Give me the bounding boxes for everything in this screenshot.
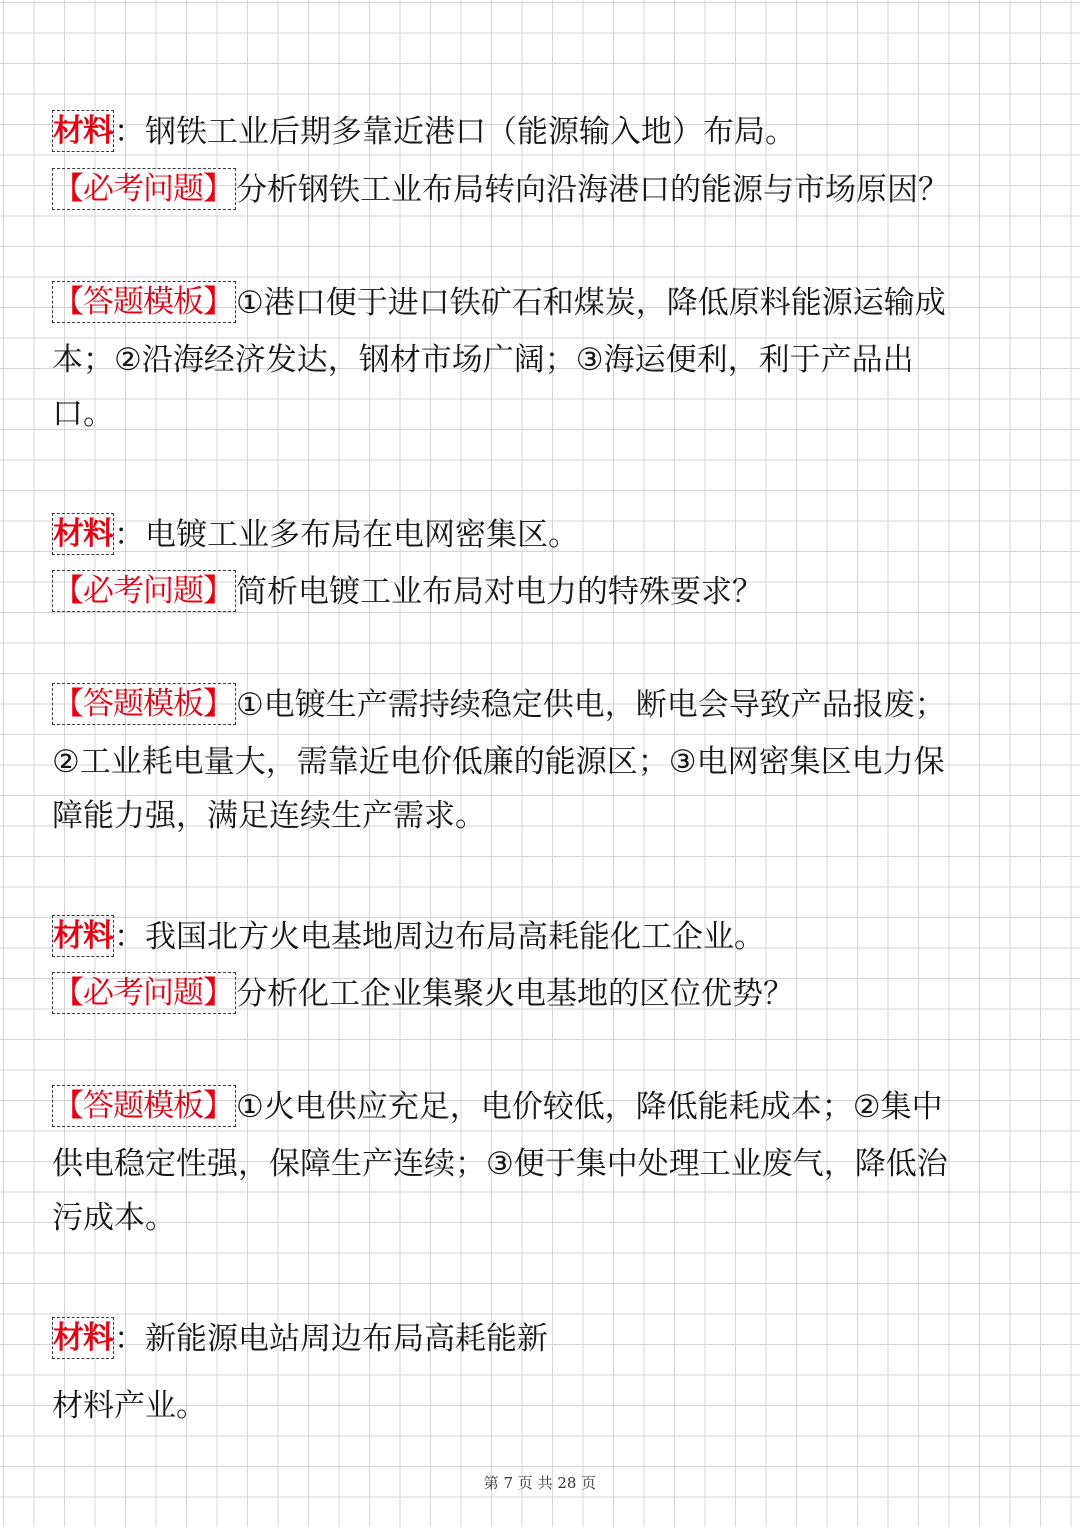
answer-line-1-1 bbox=[52, 281, 946, 325]
answer-text: 污成本。 bbox=[52, 1200, 176, 1236]
material-continuation-4 bbox=[52, 1384, 207, 1428]
answer-label: 【答题模板】 bbox=[52, 281, 236, 323]
material-line-2 bbox=[52, 513, 579, 557]
question-line-1 bbox=[52, 168, 949, 212]
answer-text: ①火电供应充足，电价较低，降低能耗成本；②集中 bbox=[236, 1089, 943, 1125]
answer-text: ①电镀生产需持续稳定供电，断电会导致产品报废； bbox=[236, 687, 946, 723]
answer-line-3-3 bbox=[52, 1196, 176, 1240]
material-label: 材料 bbox=[52, 110, 114, 152]
material-text: ：钢铁工业后期多靠近港口（能源输入地）布局。 bbox=[114, 114, 796, 150]
material-text: ：新能源电站周边布局高耗能新 bbox=[114, 1321, 548, 1357]
answer-line-2-2 bbox=[52, 740, 945, 784]
answer-text: 口。 bbox=[52, 396, 114, 432]
question-label: 【必考问题】 bbox=[52, 972, 236, 1014]
answer-label: 【答题模板】 bbox=[52, 1085, 236, 1127]
answer-line-1-3 bbox=[52, 392, 114, 436]
answer-line-3-1 bbox=[52, 1085, 943, 1129]
answer-text: 供电稳定性强，保障生产连续；③便于集中处理工业废气，降低治 bbox=[52, 1146, 948, 1182]
material-text: ：电镀工业多布局在电网密集区。 bbox=[114, 517, 579, 553]
answer-text: 障能力强，满足连续生产需求。 bbox=[52, 798, 486, 834]
material-label: 材料 bbox=[52, 513, 114, 555]
material-line-4 bbox=[52, 1317, 548, 1361]
answer-text: ①港口便于进口铁矿石和煤炭，降低原料能源运输成 bbox=[236, 285, 946, 321]
answer-text: 本；②沿海经济发达，钢材市场广阔；③海运便利，利于产品出 bbox=[52, 342, 914, 378]
answer-label: 【答题模板】 bbox=[52, 683, 236, 725]
question-line-2 bbox=[52, 570, 763, 614]
question-label: 【必考问题】 bbox=[52, 570, 236, 612]
material-label: 材料 bbox=[52, 1317, 114, 1359]
question-text: 分析化工企业集聚火电基地的区位优势？ bbox=[236, 976, 794, 1012]
material-text: ：我国北方火电基地周边布局高耗能化工企业。 bbox=[114, 919, 765, 955]
answer-line-1-2 bbox=[52, 338, 914, 382]
material-text: 材料产业。 bbox=[52, 1388, 207, 1424]
answer-line-2-3 bbox=[52, 794, 486, 838]
question-text: 简析电镀工业布局对电力的特殊要求？ bbox=[236, 574, 763, 610]
answer-text: ②工业耗电量大，需靠近电价低廉的能源区；③电网密集区电力保 bbox=[52, 744, 945, 780]
answer-line-3-2 bbox=[52, 1142, 948, 1186]
material-line-3 bbox=[52, 915, 765, 959]
material-label: 材料 bbox=[52, 915, 114, 957]
question-text: 分析钢铁工业布局转向沿海港口的能源与市场原因？ bbox=[236, 172, 949, 208]
page-number-footer: 第 7 页 共 28 页 bbox=[483, 1474, 597, 1492]
material-line-1 bbox=[52, 110, 796, 154]
question-line-3 bbox=[52, 972, 794, 1016]
answer-line-2-1 bbox=[52, 683, 946, 727]
question-label: 【必考问题】 bbox=[52, 168, 236, 210]
